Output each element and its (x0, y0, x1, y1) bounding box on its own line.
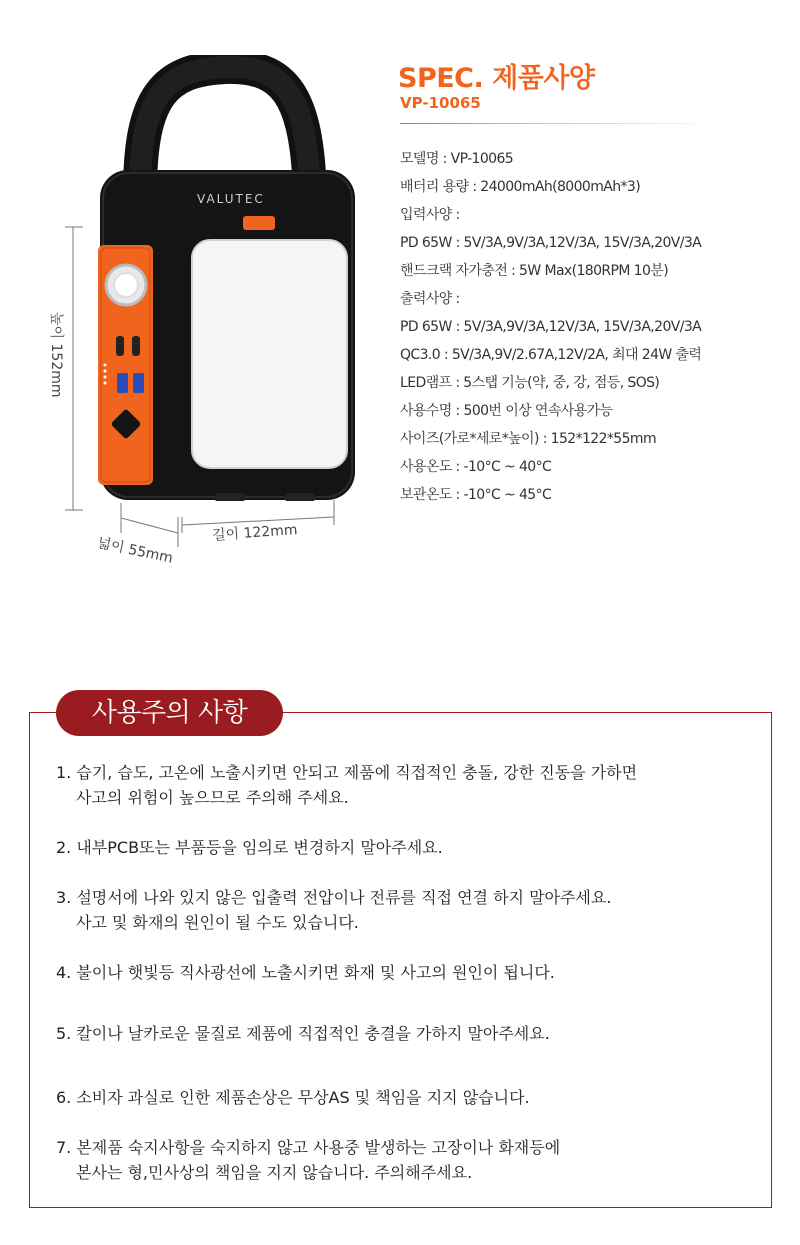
spec-item: 사이즈(가로*세로*높이) : 152*122*55mm (400, 431, 656, 447)
product-image (45, 55, 365, 575)
dim-width-label: 넓이 55mm (95, 535, 175, 567)
dim-height-label: 높이 152mm (48, 312, 64, 398)
caution-line: 7. 본제품 숙지사항을 숙지하지 않고 사용중 발생하는 고장이나 화재등에 (56, 1138, 561, 1157)
spec-item: 출력사양 : (400, 291, 460, 307)
spec-item: 입력사양 : (400, 207, 460, 223)
caution-line: 본사는 형,민사상의 책임을 지지 않습니다. 주의해주세요. (76, 1163, 473, 1182)
caution-line: 사고 및 화재의 원인이 될 수도 있습니다. (76, 913, 359, 932)
spec-item: QC3.0 : 5V/3A,9V/2.67A,12V/2A, 최대 24W 출력 (400, 347, 702, 363)
spec-item: PD 65W : 5V/3A,9V/3A,12V/3A, 15V/3A,20V/3A (400, 235, 702, 251)
caution-line: 1. 습기, 습도, 고온에 노출시키면 안되고 제품에 직접적인 충돌, 강한 진동을 가하면 (56, 763, 638, 782)
spec-item: 사용수명 : 500번 이상 연속사용가능 (400, 403, 613, 419)
caution-item (56, 1021, 550, 1046)
spec-item: 배터리 용량 : 24000mAh(8000mAh*3) (400, 179, 641, 195)
dim-length-label: 길이 122mm (211, 522, 299, 544)
caution-line: 6. 소비자 과실로 인한 제품손상은 무상AS 및 책임을 지지 않습니다. (56, 1088, 530, 1107)
spec-item: 보관온도 : -10°C ~ 45°C (400, 487, 552, 503)
caution-line: 사고의 위험이 높으므로 주의해 주세요. (76, 788, 349, 807)
spec-item: PD 65W : 5V/3A,9V/3A,12V/3A, 15V/3A,20V/3A (400, 319, 702, 335)
caution-line: 4. 불이나 햇빛등 직사광선에 노출시키면 화재 및 사고의 원인이 됩니다. (56, 963, 555, 982)
spec-item: 모델명 : VP-10065 (400, 151, 514, 167)
spec-list (400, 145, 701, 509)
caution-item (56, 885, 611, 935)
caution-item (56, 760, 637, 810)
caution-line: 2. 내부PCB또는 부품등을 임의로 변경하지 말아주세요. (56, 838, 443, 857)
spec-model: VP-10065 (400, 94, 481, 112)
caution-line: 3. 설명서에 나와 있지 않은 입출력 전압이나 전류를 직접 연결 하지 말아주세요. (56, 888, 612, 907)
spec-item: 핸드크랙 자가충전 : 5W Max(180RPM 10분) (400, 263, 669, 279)
caution-item (56, 1085, 530, 1110)
caution-item (56, 835, 443, 860)
spec-item: 사용온도 : -10°C ~ 40°C (400, 459, 552, 475)
spec-item: LED램프 : 5스탭 기능(약, 중, 강, 점등, SOS) (400, 375, 660, 391)
caution-title: 사용주의 사항 (56, 690, 283, 736)
caution-line: 5. 칼이나 날카로운 물질로 제품에 직접적인 충결을 가하지 말아주세요. (56, 1024, 550, 1043)
caution-item (56, 1135, 560, 1185)
spec-title: SPEC. 제품사양 (398, 63, 595, 94)
caution-item (56, 960, 555, 985)
spec-divider (400, 123, 720, 124)
brand-logo: VALUTEC (197, 192, 265, 206)
